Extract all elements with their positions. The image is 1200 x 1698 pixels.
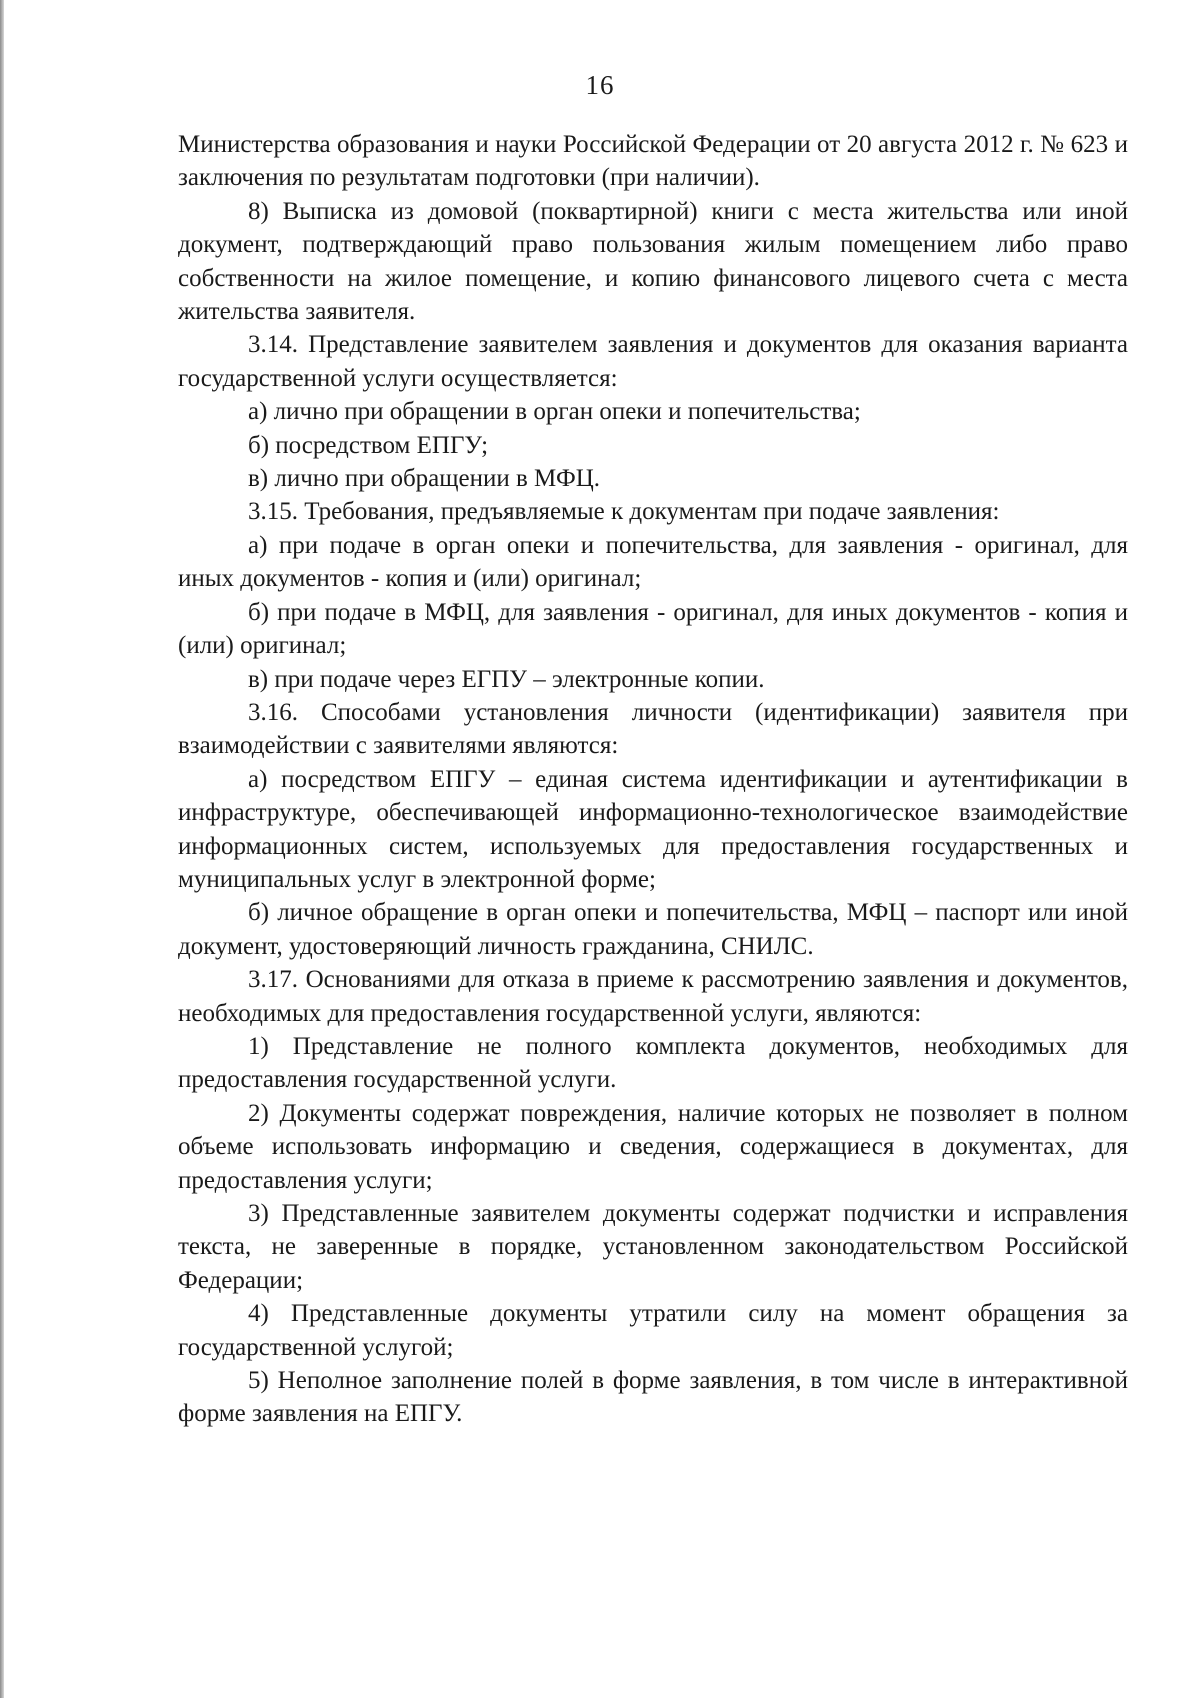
- paragraph-3-17-3: 3) Представленные заявителем документы содержат подчистки и исправления текста, не заверенные в порядке, установленном законодательством Российской Федерации;: [178, 1200, 1128, 1294]
- paragraph-3-14-b: б) посредством ЕПГУ;: [248, 431, 489, 459]
- paragraph-3-17-1: 1) Представление не полного комплекта документов, необходимых для предоставления государственной услуги.: [178, 1032, 1128, 1094]
- page-number: 16: [585, 70, 615, 100]
- paragraph-3-17-5: 5) Неполное заполнение полей в форме заявления, в том числе в интерактивной форме заявления на ЕПГУ.: [178, 1367, 1128, 1428]
- paragraph-3-16-b: б) личное обращение в орган опеки и попечительства, МФЦ – паспорт или иной документ, удостоверяющий личность гражданина, СНИЛС.: [178, 899, 1128, 960]
- paragraph-3-15: 3.15. Требования, предъявляемые к документам при подаче заявления:: [248, 498, 1000, 526]
- paragraph-3-15-v: в) при подаче через ЕГПУ – электронные копии.: [248, 665, 765, 693]
- paragraph-3-17-4: 4) Представленные документы утратили силу на момент обращения за государственной услугой;: [178, 1300, 1128, 1361]
- paragraph-3-16: 3.16. Способами установления личности (идентификации) заявителя при взаимодействии с заявителями являются:: [178, 698, 1128, 760]
- document-body: [178, 128, 1128, 1431]
- paragraph-3-14-a: а) лично при обращении в орган опеки и попечительства;: [248, 398, 861, 426]
- paragraph-3-16-a: а) посредством ЕПГУ – единая система идентификации и аутентификации в инфраструктуре, обеспечивающей информационно-технологическое взаимодействие информационных систем, используемых для предоставления государственных и муниципальных услуг в электронной форме;: [178, 765, 1128, 893]
- paragraph-item-8: 8) Выписка из домовой (поквартирной) книги с места жительства или иной документ, подтверждающий право пользования жилым помещением либо право собственности на жилое помещение, и копию финансового лицевого счета с места жительства заявителя.: [178, 197, 1128, 326]
- paragraph-3-15-b: б) при подаче в МФЦ, для заявления - оригинал, для иных документов - копия и (или) оригинал;: [178, 598, 1128, 660]
- paragraph-continuation: Министерства образования и науки Российской Федерации от 20 августа 2012 г. № 623 и заключения по результатам подготовки (при наличии).: [178, 131, 1128, 192]
- paragraph-3-14-v: в) лично при обращении в МФЦ.: [248, 465, 601, 493]
- paragraph-3-14: 3.14. Представление заявителем заявления и документов для оказания варианта государственной услуги осуществляется:: [178, 331, 1128, 392]
- paragraph-3-17-2: 2) Документы содержат повреждения, наличие которых не позволяет в полном объеме использовать информацию и сведения, содержащиеся в документах, для предоставления услуги;: [178, 1099, 1128, 1194]
- scan-left-edge: [0, 0, 4, 1698]
- paragraph-3-15-a: а) при подаче в орган опеки и попечительства, для заявления - оригинал, для иных документов - копия и (или) оригинал;: [178, 531, 1128, 593]
- paragraph-3-17: 3.17. Основаниями для отказа в приеме к рассмотрению заявления и документов, необходимых для предоставления государственной услуги, являются:: [178, 966, 1128, 1027]
